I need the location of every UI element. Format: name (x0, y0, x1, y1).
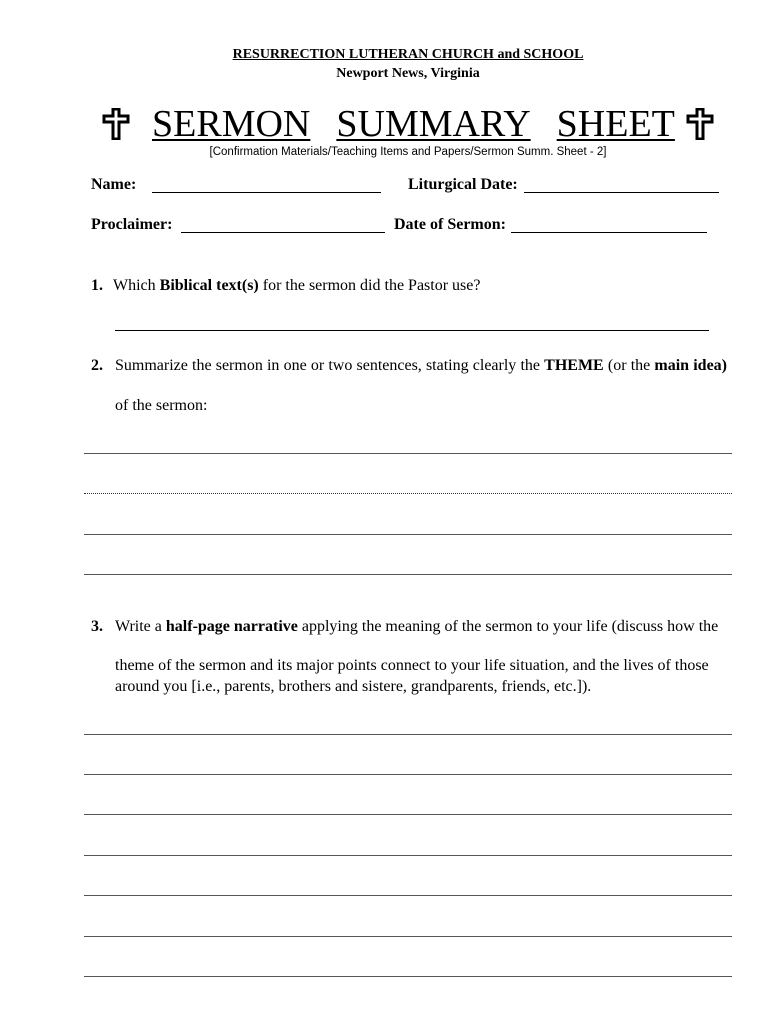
question-text-line-3: of the sermon: (115, 397, 208, 414)
cross-icon (686, 108, 714, 140)
name-label: Name: (91, 176, 137, 193)
question-text-line-1 (115, 617, 727, 637)
question-text: for the sermon did the Pastor use? (258, 277, 481, 294)
answer-line[interactable] (84, 895, 732, 896)
name-field[interactable] (152, 192, 381, 193)
question-2 (91, 356, 727, 376)
answer-line[interactable] (84, 814, 732, 815)
answer-line[interactable] (84, 855, 732, 856)
question-3 (91, 617, 727, 637)
answer-line[interactable] (84, 534, 732, 535)
question-text-line-3: around you [i.e., parents, brothers and sistere, grandparents, friends, etc.]). (115, 678, 592, 695)
answer-line[interactable] (84, 734, 732, 735)
document-reference: [Confirmation Materials/Teaching Items and Papers/Sermon Summ. Sheet - 2] (209, 146, 607, 158)
liturgical-date-label: Liturgical Date: (408, 176, 518, 193)
question-text: Write a (115, 618, 166, 635)
answer-line[interactable] (84, 453, 732, 454)
question-emphasis: half-page narrative (165, 618, 298, 635)
question-text: Which (113, 277, 160, 294)
church-name: RESURRECTION LUTHERAN CHURCH and SCHOOL (232, 47, 584, 62)
liturgical-date-field[interactable] (524, 192, 719, 193)
date-of-sermon-field[interactable] (511, 232, 707, 233)
question-number: 2. (91, 357, 103, 374)
title-word-summary: SUMMARY (336, 103, 531, 145)
answer-line[interactable] (84, 936, 732, 937)
biblical-text-answer-line[interactable] (115, 330, 709, 331)
answer-line[interactable] (84, 774, 732, 775)
question-emphasis: THEME (544, 357, 604, 374)
question-text-line-1 (115, 356, 727, 376)
question-number: 1. (91, 277, 103, 294)
proclaimer-label: Proclaimer: (91, 216, 173, 233)
cross-icon (102, 108, 130, 140)
question-text: applying the meaning of the sermon to your life (discuss how the (297, 618, 719, 635)
title-word-sermon: SERMON (152, 103, 311, 145)
question-emphasis: Biblical text(s) (159, 277, 259, 294)
answer-line[interactable] (84, 574, 732, 575)
question-1 (91, 276, 480, 296)
page-title (152, 102, 675, 146)
question-emphasis: main idea) (654, 357, 727, 374)
proclaimer-field[interactable] (181, 232, 385, 233)
question-text-line-2: theme of the sermon and its major points connect to your life situation, and the lives of those (115, 657, 709, 674)
question-text: (or the (603, 357, 655, 374)
church-location: Newport News, Virginia (336, 66, 480, 81)
answer-line[interactable] (84, 493, 732, 494)
title-word-sheet: SHEET (556, 103, 675, 145)
answer-line[interactable] (84, 976, 732, 977)
date-of-sermon-label: Date of Sermon: (394, 216, 506, 233)
question-text: Summarize the sermon in one or two sentences, stating clearly the (115, 357, 545, 374)
question-number: 3. (91, 618, 103, 635)
